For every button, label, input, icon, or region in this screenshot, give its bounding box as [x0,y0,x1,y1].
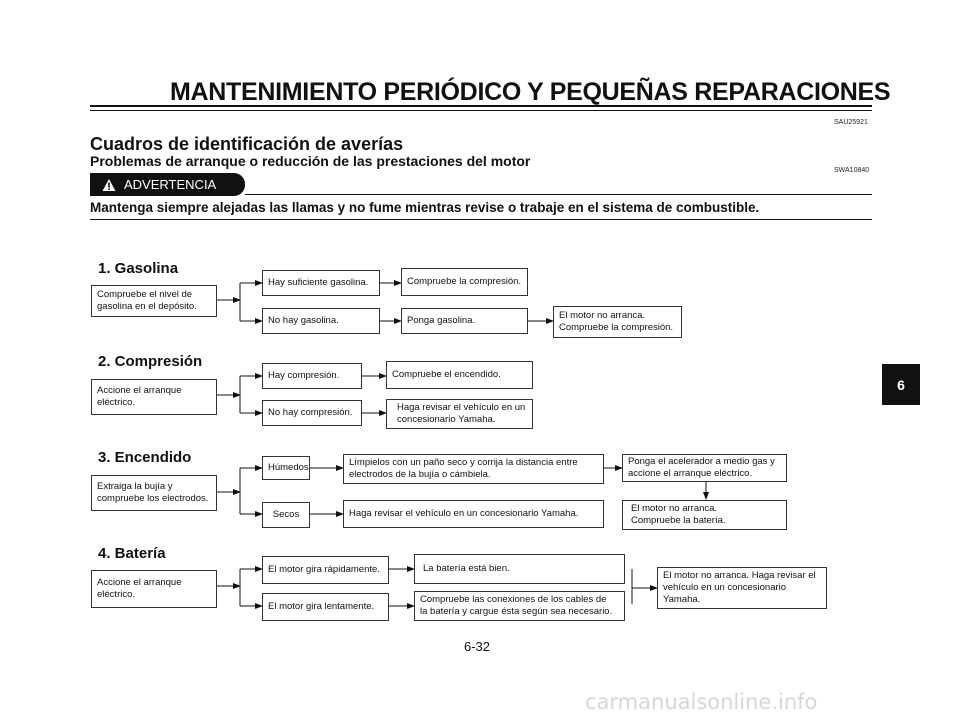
box-gasolina-no-next: Ponga gasolina. [401,308,528,334]
box-gasolina-no-end: El motor no arranca. Compruebe la compresión. [553,306,682,338]
section-title-bateria: 4. Batería [98,545,166,562]
warning-label: ADVERTENCIA [124,177,217,192]
box-bateria-slow: El motor gira lentamente. [262,593,389,621]
section-code: SAU25921 [834,119,868,126]
warning-code: SWA10840 [834,167,870,174]
section-title-compresion: 2. Compresión [98,353,203,370]
box-bateria-end: El motor no arranca. Haga revisar el vehículo en un concesionario Yamaha. [657,567,827,609]
warning-text: Mantenga siempre alejadas las llamas y no fume mientras revise o trabaje en el sistema de combustible. [90,200,760,215]
box-bateria-fast: El motor gira rápidamente. [262,556,389,584]
box-encendido-wet-end: Ponga el acelerador a medio gas y accione el arranque eléctrico. [622,454,787,482]
box-compresion-no: No hay compresión. [262,400,362,426]
box-gasolina-start: Compruebe el nivel de gasolina en el depósito. [91,285,217,317]
box-bateria-fast-next: La batería está bien. [414,554,625,584]
box-encendido-dry: Secos [262,502,310,528]
section-heading: Cuadros de identificación de averías [90,134,404,154]
box-bateria-start: Accione el arranque eléctrico. [91,570,217,608]
page-header-title: MANTENIMIENTO PERIÓDICO Y PEQUEÑAS REPARACIONES [170,78,891,106]
box-gasolina-no: No hay gasolina. [262,308,380,334]
chapter-tab[interactable]: 6 [882,364,920,405]
page-number: 6-32 [464,639,491,654]
box-compresion-yes: Hay compresión. [262,363,362,389]
box-gasolina-yes: Hay suficiente gasolina. [262,270,380,296]
box-encendido-start: Extraiga la bujía y compruebe los electrodos. [91,475,217,511]
box-encendido-wet-fail: El motor no arranca. Compruebe la batería. [622,500,787,530]
box-encendido-dry-next: Haga revisar el vehículo en un concesionario Yamaha. [343,500,604,528]
section-title-gasolina: 1. Gasolina [98,260,179,277]
box-encendido-wet: Húmedos [262,456,310,480]
box-gasolina-yes-next: Compruebe la compresión. [401,268,528,296]
box-bateria-slow-next: Compruebe las conexiones de los cables de la batería y cargue ésta según sea necesario. [414,591,625,621]
section-title-encendido: 3. Encendido [98,449,192,466]
box-compresion-yes-next: Compruebe el encendido. [386,361,533,389]
box-encendido-wet-next: Límpielos con un paño seco y corrija la distancia entre electrodos de la bujía o cámbiela. [343,454,604,484]
box-compresion-no-next: Haga revisar el vehículo en un concesionario Yamaha. [386,399,533,429]
section-subheading: Problemas de arranque o reducción de las prestaciones del motor [90,153,531,169]
box-compresion-start: Accione el arranque eléctrico. [91,379,217,415]
watermark: carmanualsonline.info [585,690,818,714]
